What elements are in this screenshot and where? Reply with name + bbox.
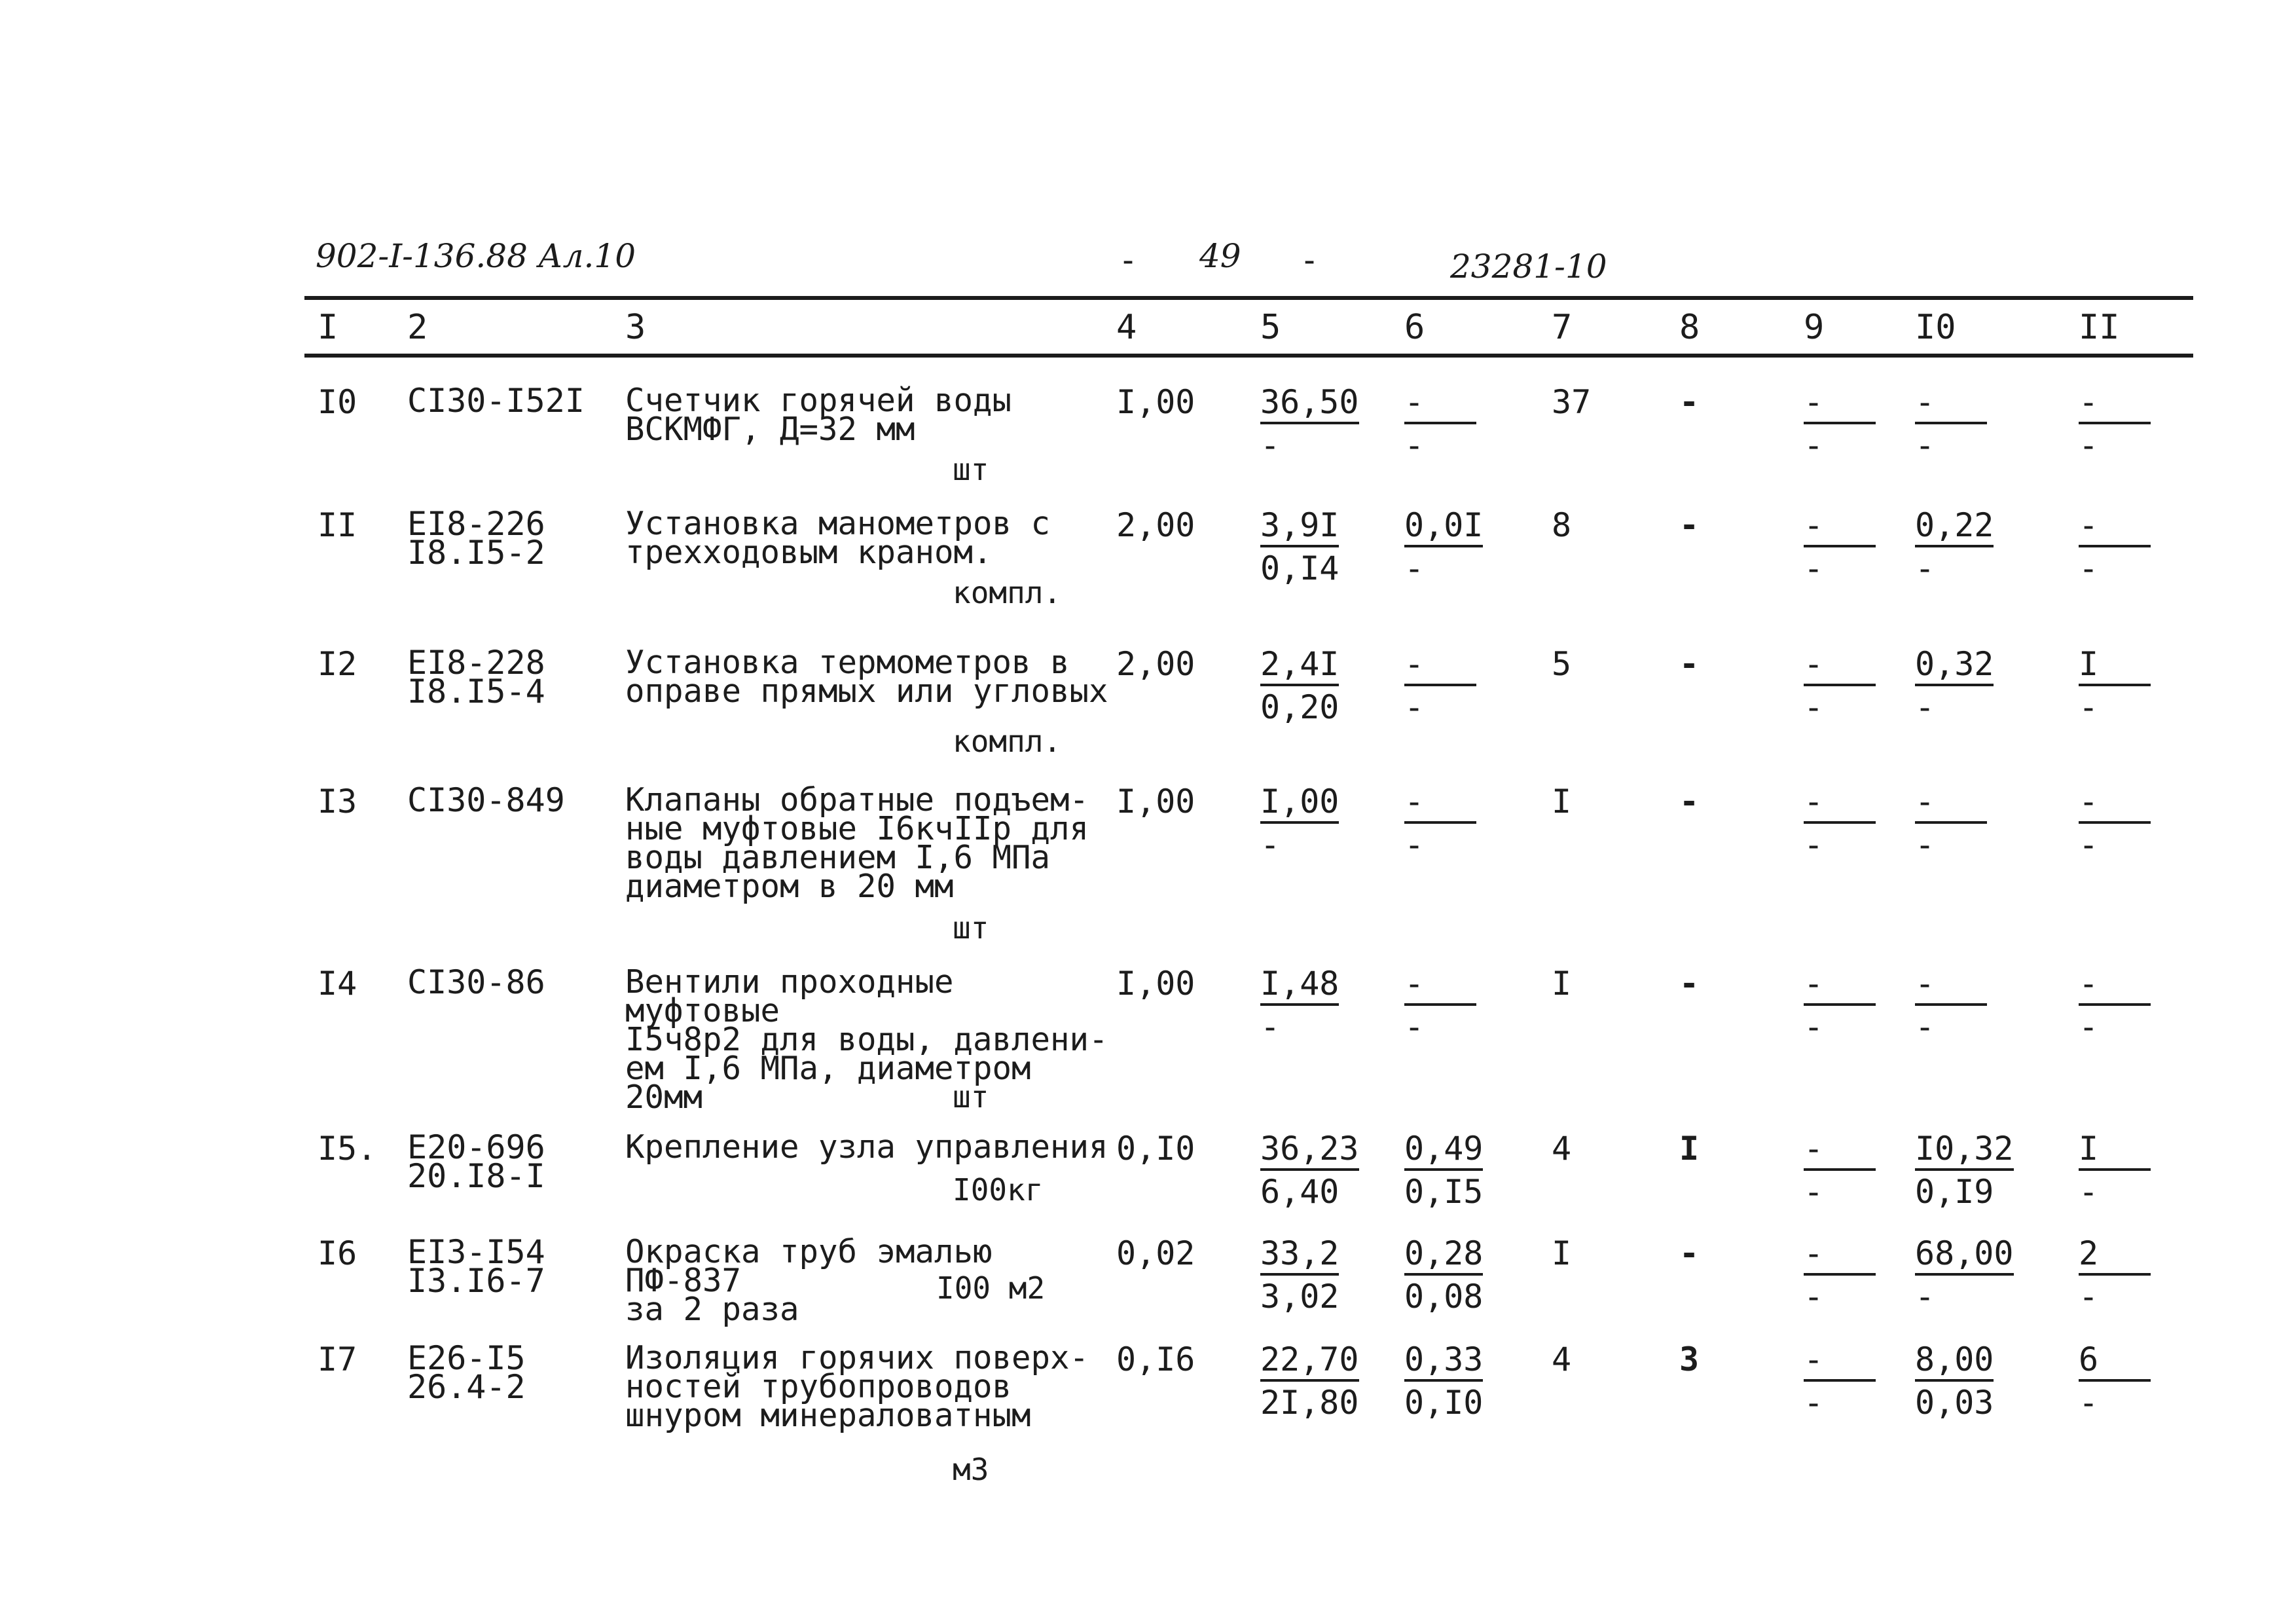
col9-value-bottom: - (1804, 1173, 1824, 1211)
row-number: I2 (318, 645, 357, 683)
col5-value (1260, 1234, 1339, 1316)
col10-value (1915, 1234, 2014, 1316)
quantity: I,00 (1116, 383, 1195, 421)
col10-value (1915, 506, 1994, 587)
col10-value-top: - (1915, 968, 1987, 1006)
price-code (407, 644, 545, 710)
col7-value: 37 (1552, 383, 1592, 421)
col5-value (1260, 1130, 1359, 1211)
col11-value (2079, 506, 2151, 587)
col11-value-bottom: - (2079, 1008, 2099, 1046)
row-number: I3 (318, 783, 357, 821)
col5-value-top: 22,70 (1260, 1344, 1359, 1382)
table-header-rule (304, 354, 2193, 358)
col6-value-top: 0,49 (1404, 1133, 1483, 1171)
col11-value (2079, 1340, 2151, 1422)
price-code-line: I8.I5-4 (407, 673, 545, 710)
row-number: I5. (318, 1130, 377, 1168)
price-code-line: 20.I8-I (407, 1157, 545, 1195)
unit-of-measure: шт (953, 910, 989, 946)
col7-value: 4 (1552, 1340, 1572, 1378)
col9-value (1804, 1234, 1876, 1316)
column-header-6: 6 (1404, 308, 1425, 347)
col5-value-top: 36,50 (1260, 386, 1359, 424)
col10-value-bottom: - (1915, 426, 1935, 464)
row-number: I0 (318, 383, 357, 421)
unit-of-measure: шт (953, 1079, 989, 1115)
col10-value-top: 8,00 (1915, 1344, 1994, 1382)
col8-value: - (1679, 965, 1700, 1003)
col11-value-bottom: - (2079, 426, 2099, 464)
col6-value (1404, 783, 1476, 864)
price-code-line: I8.I5-2 (407, 534, 545, 572)
work-description: Счетчик горячей воды ВСКМФГ, Д=32 мм (625, 382, 1012, 448)
col5-value-top: I,00 (1260, 786, 1339, 824)
col6-value-top: - (1404, 786, 1476, 824)
col7-value: 8 (1552, 506, 1572, 544)
work-description: Клапаны обратные подъем- ные муфтовые I6кчIIр для воды давлением I,6 МПа диаметром в 20 мм (625, 781, 1089, 905)
col5-value (1260, 965, 1339, 1046)
col6-value-bottom: - (1404, 426, 1425, 464)
col10-value-top: I0,32 (1915, 1133, 2014, 1171)
price-code-line: CI30-I52I (407, 382, 585, 420)
col11-value-top: I (2079, 648, 2151, 686)
unit-of-measure: I00 м2 (936, 1270, 1046, 1306)
page-dash-left: - (1118, 241, 1139, 279)
work-description: Установка манометров с трехходовым краном. (625, 505, 1051, 571)
col5-value-bottom: - (1260, 426, 1281, 464)
col9-value-top: - (1804, 968, 1876, 1006)
col9-value (1804, 965, 1876, 1046)
col10-value (1915, 1340, 1994, 1422)
document-code: 902-I-136.88 Ал.10 (316, 237, 636, 275)
col6-value-bottom: - (1404, 826, 1425, 864)
price-code (407, 963, 545, 1001)
col6-value-bottom: - (1404, 688, 1425, 726)
col11-value-bottom: - (2079, 1384, 2099, 1422)
col9-value-bottom: - (1804, 1278, 1824, 1316)
col11-value-top: - (2079, 968, 2151, 1006)
col6-value-top: - (1404, 648, 1476, 686)
col10-value-bottom: 0,I9 (1915, 1173, 1994, 1211)
col5-value (1260, 383, 1359, 464)
price-code-line: CI30-849 (407, 781, 565, 819)
col11-value-top: 6 (2079, 1344, 2151, 1382)
price-code-line: I3.I6-7 (407, 1262, 545, 1300)
col11-value (2079, 383, 2151, 464)
column-header-9: 9 (1804, 308, 1825, 347)
col6-value (1404, 506, 1484, 587)
col6-value-top: - (1404, 386, 1476, 424)
col10-value-top: 0,32 (1915, 648, 1994, 686)
col8-value: - (1679, 783, 1700, 821)
col6-value-top: 0,28 (1404, 1238, 1483, 1276)
column-header-1: I (318, 308, 338, 347)
col5-value-top: 33,2 (1260, 1238, 1339, 1276)
col8-value: - (1679, 645, 1700, 683)
col8-value: - (1679, 506, 1700, 544)
quantity: 0,I0 (1116, 1130, 1195, 1168)
column-header-5: 5 (1260, 308, 1281, 347)
col10-value-bottom: 0,03 (1915, 1384, 1994, 1422)
column-header-10: I0 (1915, 308, 1956, 347)
unit-of-measure: компл. (953, 724, 1062, 759)
col6-value-top: - (1404, 968, 1476, 1006)
col10-value (1915, 1130, 2014, 1211)
col5-value (1260, 645, 1339, 726)
col8-value: 3 (1679, 1340, 1700, 1378)
col6-value-top: 0,0I (1404, 509, 1483, 547)
col5-value-top: 3,9I (1260, 509, 1339, 547)
unit-of-measure: I00кг (953, 1172, 1044, 1208)
col6-value (1404, 383, 1476, 464)
col11-value-bottom: - (2079, 826, 2099, 864)
col9-value-top: - (1804, 1238, 1876, 1276)
col5-value (1260, 1340, 1359, 1422)
col11-value-bottom: - (2079, 1278, 2099, 1316)
col6-value (1404, 965, 1476, 1046)
col9-value (1804, 1340, 1876, 1422)
row-number: I6 (318, 1234, 357, 1272)
col9-value (1804, 645, 1876, 726)
col10-value (1915, 645, 1994, 726)
col8-value: - (1679, 1234, 1700, 1272)
col10-value (1915, 783, 1987, 864)
col7-value: I (1552, 965, 1572, 1003)
inventory-number: 23281-10 (1450, 248, 1607, 286)
quantity: 2,00 (1116, 645, 1195, 683)
column-header-7: 7 (1552, 308, 1573, 347)
col11-value-bottom: - (2079, 1173, 2099, 1211)
price-code-line: 26.4-2 (407, 1368, 526, 1406)
col10-value-bottom: - (1915, 549, 1935, 587)
col11-value (2079, 783, 2151, 864)
col6-value (1404, 1340, 1484, 1422)
col9-value-top: - (1804, 1133, 1876, 1171)
row-number: II (318, 506, 357, 544)
work-description: Изоляция горячих поверх- ностей трубопроводов шнуром минераловатным (625, 1339, 1089, 1434)
unit-of-measure: компл. (953, 575, 1062, 610)
price-code-line: E20-696 (407, 1128, 545, 1166)
page-number: 49 (1199, 237, 1241, 275)
col11-value-bottom: - (2079, 688, 2099, 726)
col10-value-bottom: - (1915, 1278, 1935, 1316)
col11-value (2079, 1234, 2151, 1316)
col8-value: I (1679, 1130, 1700, 1168)
col10-value-top: - (1915, 386, 1987, 424)
col11-value (2079, 645, 2151, 726)
col11-value (2079, 1130, 2151, 1211)
price-code (407, 1233, 545, 1300)
col10-value-top: 68,00 (1915, 1238, 2014, 1276)
col6-value-bottom: - (1404, 1008, 1425, 1046)
price-code (407, 382, 585, 420)
price-code-line: EI3-I54 (407, 1233, 545, 1271)
col9-value-bottom: - (1804, 1384, 1824, 1422)
column-header-3: 3 (625, 308, 646, 347)
col11-value-top: - (2079, 386, 2151, 424)
col6-value (1404, 1130, 1484, 1211)
col9-value (1804, 1130, 1876, 1211)
quantity: 0,I6 (1116, 1340, 1195, 1378)
col7-value: I (1552, 783, 1572, 821)
col5-value (1260, 783, 1339, 864)
col5-value-bottom: 0,I4 (1260, 549, 1339, 587)
price-code-line: EI8-228 (407, 644, 545, 682)
price-code-line: EI8-226 (407, 505, 545, 543)
col10-value (1915, 965, 1987, 1046)
col7-value: I (1552, 1234, 1572, 1272)
price-code (407, 781, 565, 819)
price-code (407, 1128, 545, 1195)
col7-value: 5 (1552, 645, 1572, 683)
col11-value-top: 2 (2079, 1238, 2151, 1276)
col9-value-top: - (1804, 509, 1876, 547)
col10-value-top: 0,22 (1915, 509, 1994, 547)
col9-value-bottom: - (1804, 826, 1824, 864)
col5-value-bottom: 3,02 (1260, 1278, 1339, 1316)
work-description: Установка термометров в оправе прямых или угловых (625, 644, 1108, 710)
table-top-rule (304, 296, 2193, 300)
col9-value-top: - (1804, 1344, 1876, 1382)
unit-of-measure: шт (953, 452, 989, 487)
col9-value-bottom: - (1804, 549, 1824, 587)
col9-value-bottom: - (1804, 688, 1824, 726)
column-header-4: 4 (1116, 308, 1137, 347)
quantity: 0,02 (1116, 1234, 1195, 1272)
col7-value: 4 (1552, 1130, 1572, 1168)
col5-value (1260, 506, 1339, 587)
page-dash-right: - (1300, 241, 1320, 279)
col5-value-bottom: 0,20 (1260, 688, 1339, 726)
col5-value-top: I,48 (1260, 968, 1339, 1006)
col9-value (1804, 506, 1876, 587)
price-code-line: CI30-86 (407, 963, 545, 1001)
column-header-8: 8 (1679, 308, 1700, 347)
col11-value-top: I (2079, 1133, 2151, 1171)
quantity: 2,00 (1116, 506, 1195, 544)
price-code-line: E26-I5 (407, 1339, 526, 1377)
price-code (407, 1339, 526, 1406)
col10-value-bottom: - (1915, 1008, 1935, 1046)
col9-value-top: - (1804, 386, 1876, 424)
col5-value-top: 36,23 (1260, 1133, 1359, 1171)
col9-value-bottom: - (1804, 1008, 1824, 1046)
row-number: I7 (318, 1340, 357, 1378)
column-header-11: II (2079, 308, 2120, 347)
column-header-2: 2 (407, 308, 428, 347)
col11-value (2079, 965, 2151, 1046)
col5-value-bottom: - (1260, 1008, 1281, 1046)
col10-value-top: - (1915, 786, 1987, 824)
unit-of-measure: м3 (953, 1452, 989, 1487)
work-description: Окраска труб эмалью ПФ-837 за 2 раза (625, 1233, 993, 1328)
work-description: Крепление узла управления (625, 1128, 1108, 1166)
col11-value-bottom: - (2079, 549, 2099, 587)
quantity: I,00 (1116, 965, 1195, 1003)
work-description: Вентили проходные муфтовые I5ч8р2 для воды, давлени- ем I,6 МПа, диаметром 20мм (625, 963, 1108, 1116)
col11-value-top: - (2079, 786, 2151, 824)
col9-value-bottom: - (1804, 426, 1824, 464)
col6-value (1404, 645, 1476, 726)
col6-value-bottom: 0,I5 (1404, 1173, 1484, 1211)
quantity: I,00 (1116, 783, 1195, 821)
col6-value (1404, 1234, 1484, 1316)
col9-value-top: - (1804, 648, 1876, 686)
col5-value-bottom: 6,40 (1260, 1173, 1339, 1211)
col5-value-top: 2,4I (1260, 648, 1339, 686)
col10-value-bottom: - (1915, 688, 1935, 726)
price-code (407, 505, 545, 572)
col6-value-bottom: 0,08 (1404, 1278, 1484, 1316)
col5-value-bottom: - (1260, 826, 1281, 864)
col9-value-top: - (1804, 786, 1876, 824)
col6-value-bottom: - (1404, 549, 1425, 587)
col9-value (1804, 783, 1876, 864)
col10-value-bottom: - (1915, 826, 1935, 864)
col5-value-bottom: 2I,80 (1260, 1384, 1359, 1422)
col6-value-top: 0,33 (1404, 1344, 1483, 1382)
row-number: I4 (318, 965, 357, 1003)
col11-value-top: - (2079, 509, 2151, 547)
col6-value-bottom: 0,I0 (1404, 1384, 1484, 1422)
col10-value (1915, 383, 1987, 464)
col9-value (1804, 383, 1876, 464)
col8-value: - (1679, 383, 1700, 421)
